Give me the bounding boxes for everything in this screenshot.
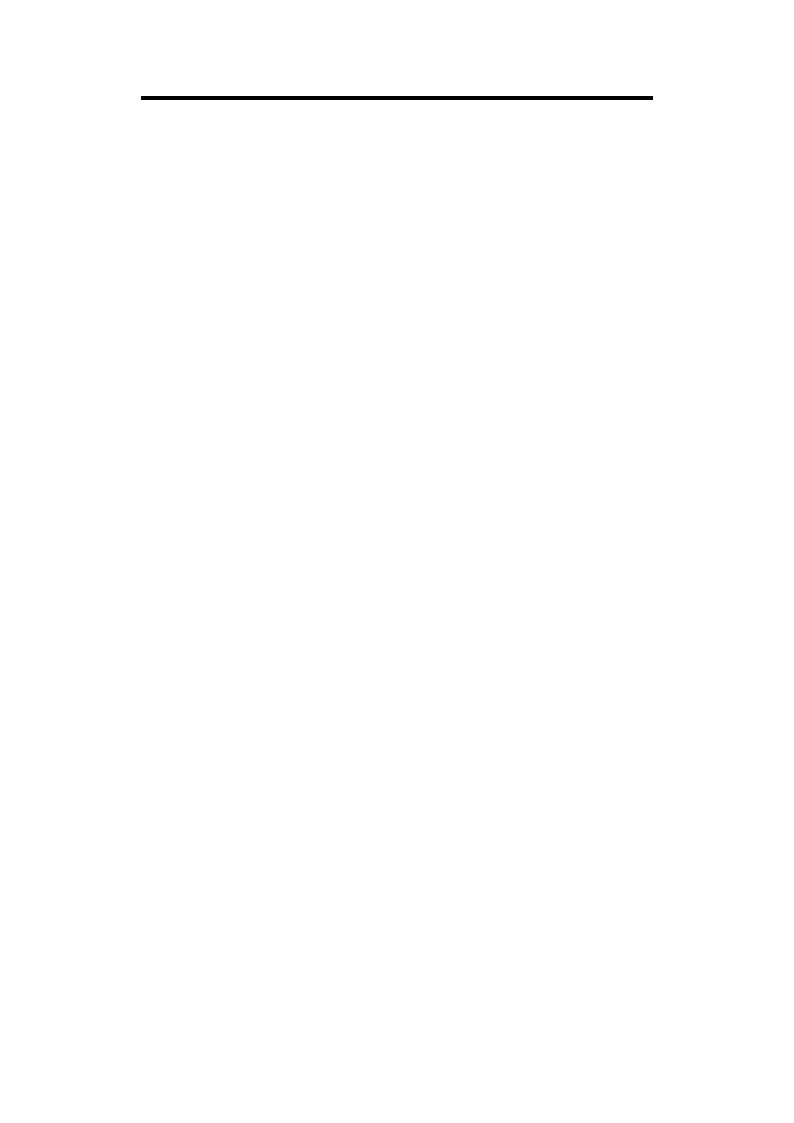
- vocabulary-table: [141, 96, 653, 100]
- expand-words-label: [142, 99, 186, 100]
- expand-words-cell: [186, 99, 653, 100]
- expand-words-row: [142, 99, 653, 100]
